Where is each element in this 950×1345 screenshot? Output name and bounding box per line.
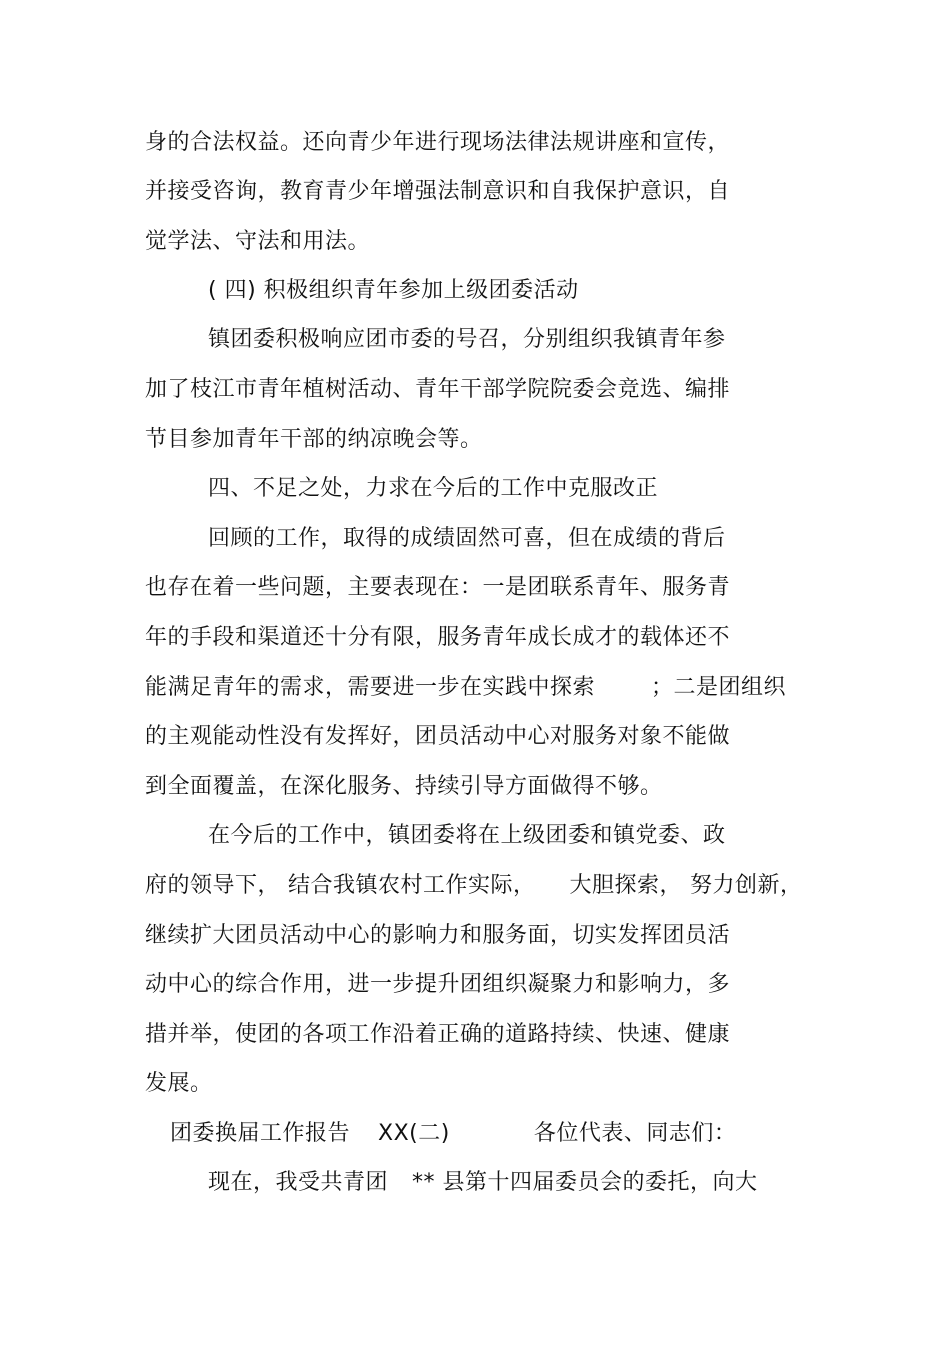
paragraph-line: 的主观能动性没有发挥好，团员活动中心对服务对象不能做: [145, 724, 731, 749]
paragraph-line: 也存在着一些问题，主要表现在：一是团联系青年、服务青: [145, 575, 731, 600]
paragraph-line: 措并举，使团的各项工作沿着正确的道路持续、快速、健康: [145, 1022, 731, 1047]
paragraph-line: [145, 673, 786, 703]
paragraph-line: 节目参加青年干部的纳凉晚会等。: [145, 427, 483, 452]
paragraph-line: 并接受咨询，教育青少年增强法制意识和自我保护意识，自: [145, 179, 731, 204]
paragraph-line: 到全面覆盖，在深化服务、持续引导方面做得不够。: [145, 774, 663, 799]
report-title: 团委换届工作报告: [170, 1121, 351, 1146]
report-title-line: [170, 1119, 736, 1149]
text-segment: 府的领导下，: [145, 873, 281, 898]
salutation: 各位代表、同志们：: [533, 1121, 737, 1146]
paragraph-line: 觉学法、守法和用法。: [145, 229, 371, 254]
paragraph-line: 年的手段和渠道还十分有限，服务青年成长成才的载体还不: [145, 625, 731, 650]
paragraph-line: 加了枝江市青年植树活动、青年干部学院院委会竞选、编排: [145, 377, 731, 402]
paragraph-line: 动中心的综合作用，进一步提升团组织凝聚力和影响力，多: [145, 972, 731, 997]
paragraph-line: 发展。: [145, 1071, 213, 1096]
section-heading: 四、不足之处，力求在今后的工作中克服改正: [208, 476, 659, 501]
text-segment: 现在，我受共青团: [208, 1170, 389, 1195]
paragraph-line: 镇团委积极响应团市委的号召，分别组织我镇青年参: [208, 327, 726, 352]
paragraph-line: 在今后的工作中，镇团委将在上级团委和镇党委、政: [208, 823, 726, 848]
paragraph-line: [208, 1168, 758, 1198]
paragraph-line: [145, 871, 803, 901]
text-segment: 努力创新，: [690, 873, 803, 898]
paragraph-line: 继续扩大团员活动中心的影响力和服务面，切实发挥团员活: [145, 923, 731, 948]
report-number: XX(二): [378, 1121, 450, 1146]
text-segment: 结合我镇农村工作实际，: [288, 873, 536, 898]
text-segment: 能满足青年的需求，需要进一步在实践中探索: [145, 675, 596, 700]
text-segment: 大胆探索，: [569, 873, 683, 898]
text-segment: ** 县第十四届委员会的委托，向大: [412, 1170, 758, 1195]
section-heading: ( 四) 积极组织青年参加上级团委活动: [208, 278, 579, 303]
paragraph-line: 身的合法权益。还向青少年进行现场法律法规讲座和宣传，: [145, 130, 731, 155]
text-segment: ；二是团组织: [651, 675, 787, 700]
paragraph-line: 回顾的工作，取得的成绩固然可喜，但在成绩的背后: [208, 526, 726, 551]
